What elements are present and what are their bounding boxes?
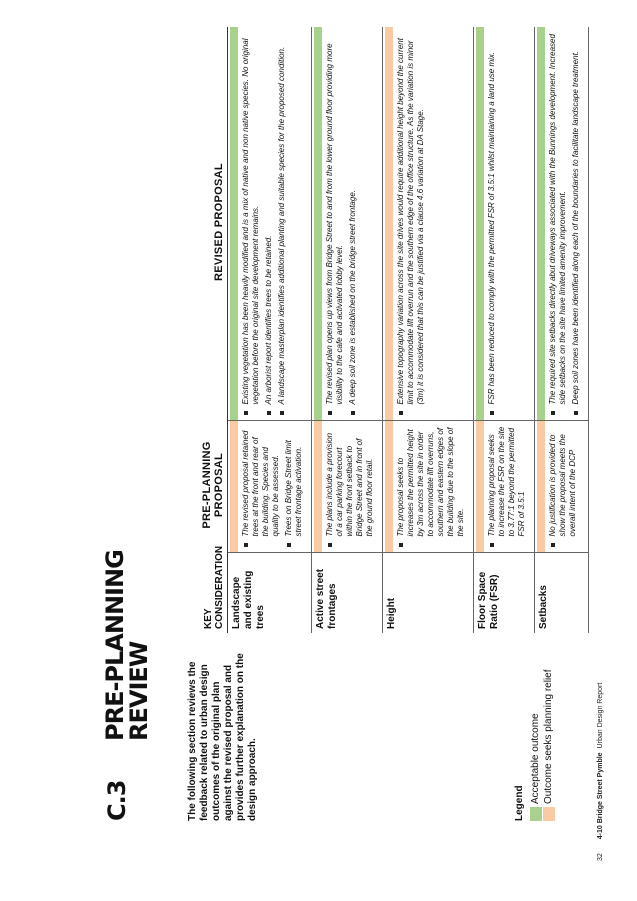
- list-item: The proposal seeks to increases the permitted height by 3m across the site in order to accommodate lift overruns, southern and eastern edges of the building due to the slope of the site.: [396, 426, 466, 537]
- table-row: [474, 27, 535, 633]
- status-bar-orange: [537, 422, 545, 553]
- header-key-consideration: KEY CONSIDERATION: [199, 553, 228, 633]
- list-item: The planning proposal seeks to increase the FSR on the site to 3.77:1 beyond the permitted FSR of 3.5:1: [487, 426, 526, 537]
- pre-cell: [535, 421, 589, 553]
- list-item: The revised plan opens up views from Bridge Street to and from the lower ground floor providing more visibility to the cafe and activated lobby level.: [325, 31, 345, 405]
- project-name: 4-10 Bridge Street Pymble: [597, 752, 604, 840]
- green-swatch: [530, 807, 542, 821]
- rev-cell: [535, 27, 589, 421]
- legend-item-relief: [543, 621, 555, 821]
- rev-list: [325, 31, 358, 417]
- rev-list: [487, 31, 497, 417]
- status-bar-orange: [314, 422, 322, 553]
- list-item: An arborist report identifies trees to be retained.: [264, 31, 274, 405]
- row-key: Landscape and existing trees: [228, 553, 312, 633]
- table-row: [228, 27, 312, 633]
- pre-list: [241, 426, 304, 549]
- row-key: Height: [383, 553, 474, 633]
- list-item: The required site setbacks directly abut driveways associated with the Bunnings development. Increased side setbacks on the site have limited amenity improvement.: [548, 31, 568, 405]
- rev-list: [548, 31, 581, 417]
- status-bar-green: [314, 27, 322, 421]
- pre-cell: [474, 421, 535, 553]
- page-number: 32: [597, 853, 604, 861]
- status-bar-orange: [230, 422, 238, 553]
- table-header-row: [199, 27, 228, 633]
- list-item: The revised proposal retained trees at the front and rear of the building. Species and quality to be assessed.: [241, 426, 281, 537]
- status-bar-green: [230, 27, 238, 421]
- list-item: Existing vegetation has been heavily modified and is a mix of native and non native species. No original vegetation before the original site development remains.: [241, 31, 261, 405]
- section-title: [103, 501, 151, 741]
- rev-cell: [383, 27, 474, 421]
- section-title-line-1: PRE-PLANNING: [101, 550, 129, 741]
- legend-label: Outcome seeks planning relief: [543, 669, 554, 804]
- legend-title: Legend: [514, 785, 525, 821]
- rev-list: [241, 31, 287, 417]
- rev-list: [396, 31, 426, 417]
- header-revised: REVISED PROPOSAL: [199, 27, 228, 421]
- page-footer: [597, 683, 604, 861]
- rev-cell: [228, 27, 312, 421]
- document-name: Urban Design Report: [597, 682, 604, 749]
- orange-swatch: [543, 807, 555, 821]
- table-row: [535, 27, 589, 633]
- section-title-line-2: REVIEW: [125, 641, 153, 741]
- legend-item-acceptable: [530, 621, 542, 821]
- pre-list: [548, 426, 578, 549]
- row-key: Active street frontages: [312, 553, 383, 633]
- list-item: The plans include a provision of a car parking forecourt within the front setback to Bridge Street and in front of the ground floor retail.: [325, 426, 375, 537]
- status-bar-orange: [476, 422, 484, 553]
- header-pre-planning: PRE-PLANNING PROPOSAL: [199, 421, 228, 553]
- row-key: Floor Space Ratio (FSR): [474, 553, 535, 633]
- list-item: Extensive topography variation across the site drives would require additional height beyond the current limit to accommodate lift overrun and the southern edge of the office structure. As the variation is minor (3m) it is considered that this can be justified via a clause 4.6 variation at DA Stage.: [396, 31, 426, 405]
- pre-list: [325, 426, 375, 549]
- pre-cell: [312, 421, 383, 553]
- pre-planning-review-table: [199, 27, 589, 633]
- rev-cell: [312, 27, 383, 421]
- legend-label: Acceptable outcome: [530, 713, 541, 804]
- pre-cell: [228, 421, 312, 553]
- list-item: FSR has been reduced to comply with the permitted FSR of 3.5:1 whilst maintaining a land use mix.: [487, 31, 497, 405]
- list-item: Deep soil zones have been identified along each of the boundaries to facilitate landscape treatment.: [571, 31, 581, 405]
- status-bar-orange: [385, 422, 393, 553]
- pre-list: [487, 426, 527, 549]
- status-bar-green: [537, 27, 545, 421]
- list-item: A landscape masterplan identifies additional planting and suitable species for the proposed condition.: [277, 31, 287, 405]
- pre-cell: [383, 421, 474, 553]
- status-bar-green: [476, 27, 484, 421]
- list-item: Trees on Bridge Street limit street frontage activation.: [284, 426, 304, 537]
- row-key: Setbacks: [535, 553, 589, 633]
- table-row: [312, 27, 383, 633]
- rev-cell: [474, 27, 535, 421]
- intro-text: The following section reviews the feedback related to urban design outcomes of the original plan against the revised proposal and provides further explanation on the design approach.: [187, 653, 258, 821]
- list-item: A deep soil zone is established on the bridge street frontage.: [348, 31, 358, 405]
- list-item: No justification is provided to show the proposal meets the overall intent of the DCP: [548, 426, 578, 537]
- pre-list: [396, 426, 466, 549]
- table-row: [383, 27, 474, 633]
- section-number: C.3: [103, 780, 131, 821]
- status-bar-orange: [385, 27, 393, 421]
